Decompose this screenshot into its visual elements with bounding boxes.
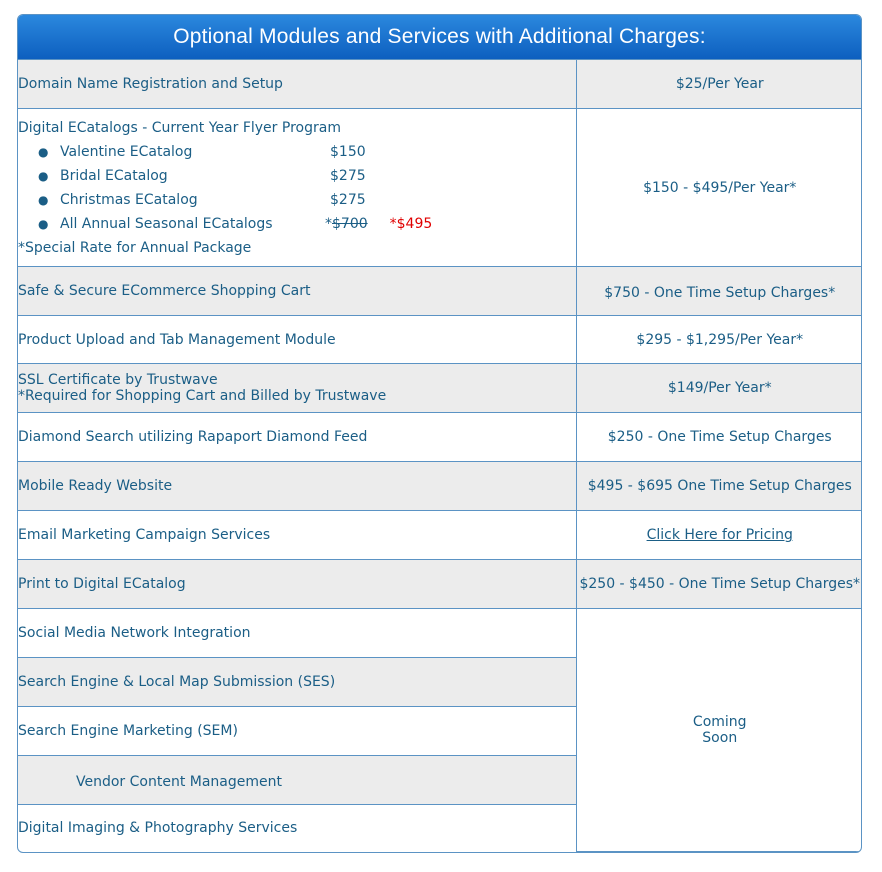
service-name: Mobile Ready Website	[18, 462, 576, 511]
item-label: Christmas ECatalog	[60, 191, 198, 208]
table-row	[18, 109, 862, 267]
service-name: Domain Name Registration and Setup	[18, 60, 576, 109]
ecatalog-title: Digital ECatalogs - Current Year Flyer Program	[18, 119, 341, 136]
annual-special-price: *$495	[389, 215, 433, 232]
ecatalog-cell	[18, 109, 576, 267]
coming-soon-cell	[576, 609, 862, 852]
table-row	[18, 609, 862, 658]
table-row	[18, 462, 862, 511]
bullet-icon: ●	[38, 168, 49, 183]
table-row	[18, 560, 862, 609]
table-row	[18, 60, 862, 109]
panel-header	[18, 15, 861, 59]
service-name: Vendor Content Management	[18, 756, 576, 805]
ecatalog-note: *Special Rate for Annual Package	[18, 239, 252, 256]
pricing-link[interactable]: Click Here for Pricing	[646, 527, 793, 543]
service-name: Digital Imaging & Photography Services	[18, 805, 576, 852]
service-price: $25/Per Year	[576, 60, 862, 109]
service-price: $750 - One Time Setup Charges*	[576, 267, 862, 316]
service-name: Search Engine Marketing (SEM)	[18, 707, 576, 756]
table-row	[18, 316, 862, 364]
pricing-cell	[576, 511, 862, 560]
item-label: All Annual Seasonal ECatalogs	[60, 215, 273, 232]
list-item	[18, 164, 576, 188]
service-price: $495 - $695 One Time Setup Charges	[576, 462, 862, 511]
table-row	[18, 413, 862, 462]
service-name: Email Marketing Campaign Services	[18, 511, 576, 560]
service-name: Product Upload and Tab Management Module	[18, 316, 576, 364]
coming-soon-line: Coming	[692, 714, 747, 730]
item-amount: $275	[330, 191, 366, 208]
service-name: SSL Certificate by Trustwave	[18, 372, 218, 388]
bullet-icon: ●	[38, 216, 49, 231]
item-amount: $150	[330, 143, 366, 160]
list-item	[18, 140, 576, 164]
panel-title: Optional Modules and Services with Additional Charges:	[173, 25, 706, 48]
bullet-icon: ●	[38, 192, 49, 207]
item-label: Bridal ECatalog	[60, 167, 168, 184]
service-name: Diamond Search utilizing Rapaport Diamond Feed	[18, 413, 576, 462]
service-name: Print to Digital ECatalog	[18, 560, 576, 609]
list-item	[18, 188, 576, 212]
services-table	[18, 59, 862, 852]
list-item	[18, 212, 576, 236]
annual-old-price: *$700	[325, 215, 368, 232]
pricing-panel	[17, 14, 862, 853]
table-row	[18, 511, 862, 560]
service-name: Safe & Secure ECommerce Shopping Cart	[18, 267, 576, 316]
service-price: $250 - One Time Setup Charges	[576, 413, 862, 462]
table-row	[18, 364, 862, 413]
service-subnote: *Required for Shopping Cart and Billed by Trustwave	[18, 388, 387, 404]
service-price: $295 - $1,295/Per Year*	[576, 316, 862, 364]
service-name-cell	[18, 364, 576, 413]
service-price: $149/Per Year*	[576, 364, 862, 413]
service-price: $150 - $495/Per Year*	[576, 109, 862, 267]
service-name: Social Media Network Integration	[18, 609, 576, 658]
coming-soon-line: Soon	[702, 730, 738, 746]
item-label: Valentine ECatalog	[60, 143, 193, 160]
item-amount: $275	[330, 167, 366, 184]
bullet-icon: ●	[38, 144, 49, 159]
service-price: $250 - $450 - One Time Setup Charges*	[576, 560, 862, 609]
table-row	[18, 267, 862, 316]
service-name: Search Engine & Local Map Submission (SES)	[18, 658, 576, 707]
